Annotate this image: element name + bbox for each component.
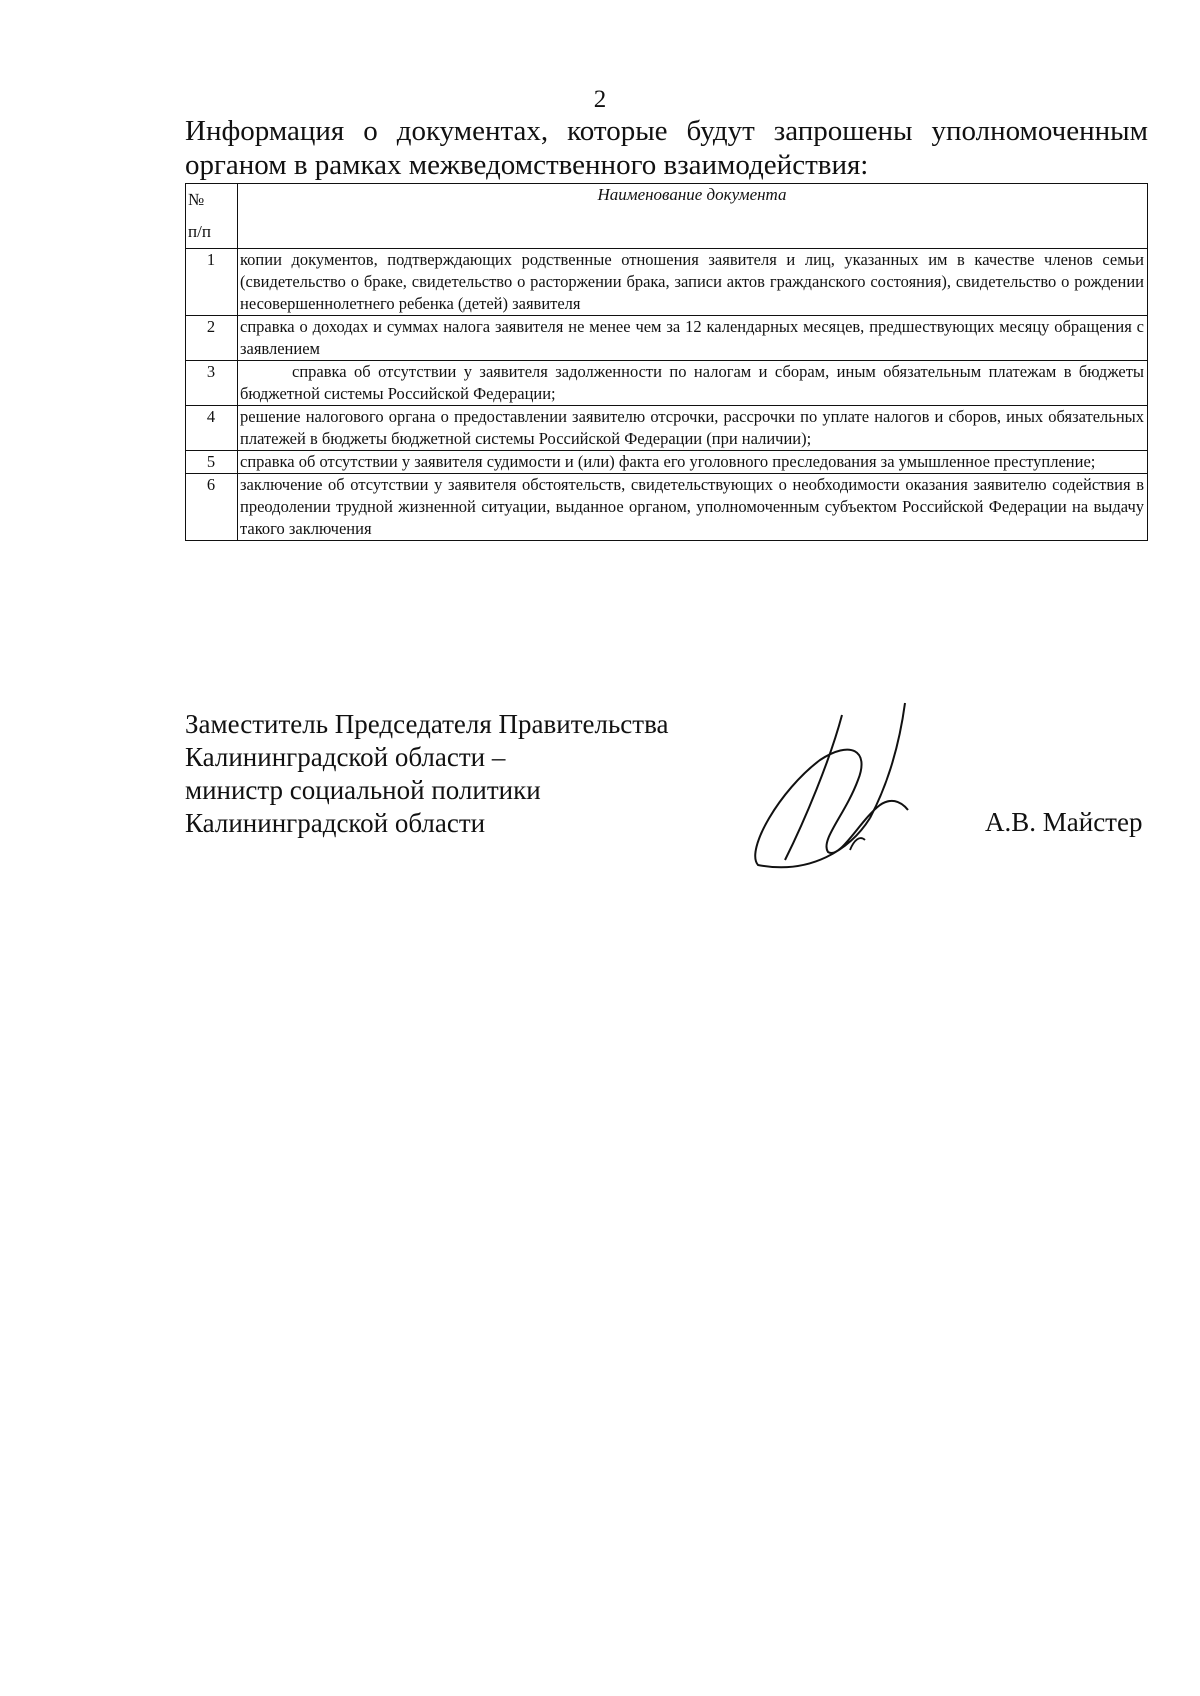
column-header-number-symbol: №: [188, 190, 205, 209]
table-row: [186, 406, 1148, 451]
row-document-name: справка об отсутствии у заявителя задолженности по налогам и сборам, иным обязательным платежам в бюджеты бюджетной системы Российской Федерации;: [238, 361, 1148, 406]
signatory-title: [185, 708, 668, 840]
signatory-title-line: Заместитель Председателя Правительства: [185, 709, 669, 739]
row-document-name: заключение об отсутствии у заявителя обстоятельств, свидетельствующих о необходимости оказания заявителю содействия в преодолении трудной жизненной ситуации, выданное органом, уполномоченным субъектом Российской Федерации на выдачу такого заключения: [238, 474, 1148, 541]
table-row: [186, 316, 1148, 361]
row-number: 5: [186, 451, 238, 474]
row-document-name: решение налогового органа о предоставлении заявителю отсрочки, рассрочки по уплате налогов и сборов, иных обязательных платежей в бюджеты бюджетной системы Российской Федерации (при наличии);: [238, 406, 1148, 451]
signatory-title-line: министр социальной политики: [185, 775, 541, 805]
row-number: 3: [186, 361, 238, 406]
row-number: 2: [186, 316, 238, 361]
table-row: [186, 249, 1148, 316]
row-number: 1: [186, 249, 238, 316]
documents-table: [185, 183, 1148, 541]
column-header-number-abbr: п/п: [188, 222, 211, 241]
column-header-document-name: Наименование документа: [238, 184, 1148, 249]
signatory-title-line: Калининградской области –: [185, 742, 506, 772]
document-heading: Информация о документах, которые будут запрошены уполномоченным органом в рамках межведомственного взаимодействия:: [185, 115, 1148, 181]
row-document-name: справка об отсутствии у заявителя судимости и (или) факта его уголовного преследования за умышленное преступление;: [238, 451, 1148, 474]
column-header-number: [186, 184, 238, 249]
table-header-row: [186, 184, 1148, 249]
row-number: 4: [186, 406, 238, 451]
signer-name: А.В. Майстер: [985, 807, 1143, 837]
handwritten-signature: [750, 700, 930, 875]
row-number: 6: [186, 474, 238, 541]
table-row: [186, 474, 1148, 541]
signatory-title-line: Калининградской области: [185, 808, 486, 838]
row-document-name: копии документов, подтверждающих родственные отношения заявителя и лиц, указанных им в качестве членов семьи (свидетельство о браке, свидетельство о расторжении брака, записи актов гражданского состояния), свидетельство о рождении несовершеннолетнего ребенка (детей) заявителя: [238, 249, 1148, 316]
row-document-name: справка о доходах и суммах налога заявителя не менее чем за 12 календарных месяцев, предшествующих месяцу обращения с заявлением: [238, 316, 1148, 361]
table-row: [186, 451, 1148, 474]
page-number: 2: [593, 86, 607, 113]
table-row: [186, 361, 1148, 406]
